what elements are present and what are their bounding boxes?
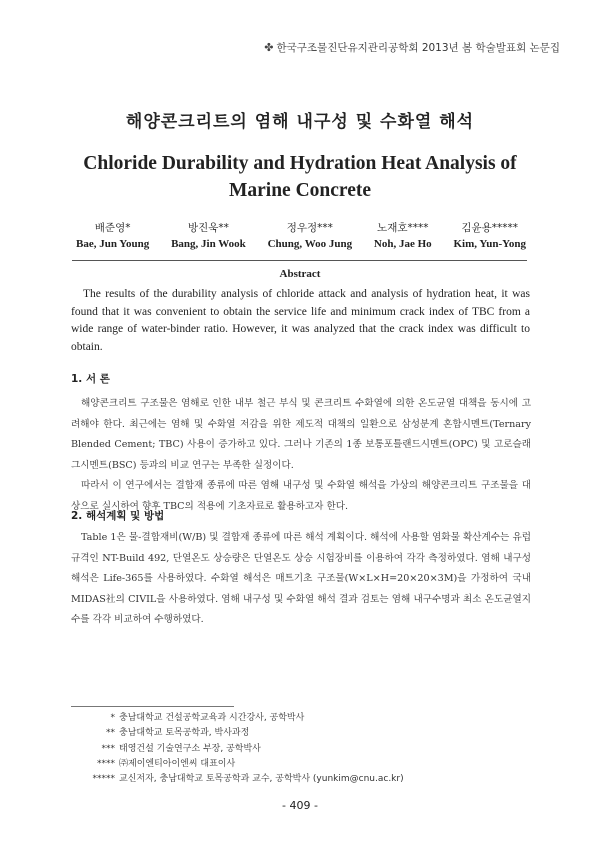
english-title-line-1: Chloride Durability and Hydration Heat Analysis of [83,153,517,174]
author [268,221,352,253]
author-english-name: Bae, Jun Young [76,238,150,250]
footnote [71,742,531,757]
paragraph: 따라서 이 연구에서는 결합재 종류에 따른 염해 내구성 및 수화열 해석을 가상의 해양콘크리트 구조물을 대상으로 실시하여 향후 TBC의 적용에 기초자료로 활용하고자 한다. [71,480,531,512]
footnote-mark: ** [106,728,115,739]
abstract-body: The results of the durability analysis of chloride attack and analysis of hydration heat, it was found that it was convenient to obtain the service life and minimum crack index of TBC from a wide range of water-binder ratio. However, it was analyzed that the crack index was difficult to obtain. [71,288,530,353]
author-korean-name: 방진욱** [187,222,229,234]
author-english-name: Chung, Woo Jung [267,238,353,250]
footnote-mark: **** [97,758,115,769]
section-1-body [71,394,531,518]
footnote [71,772,531,787]
footnote [71,726,531,741]
english-title [0,150,600,204]
author-korean-name: 노재호**** [377,222,429,234]
footnote-text: 태영건설 기술연구소 부장, 공학박사 [119,743,261,754]
footnote-text: ㈜제이엔티아이엔씨 대표이사 [119,758,236,769]
footnote-text: 교신저자, 충남대학교 토목공학과 교수, 공학박사 (yunkim@cnu.ac.kr) [119,774,404,785]
paragraph: Table 1은 물-결합재비(W/B) 및 결합재 종류에 따른 해석 계획이다. 해석에 사용할 염화물 확산계수는 유럽 규격인 NT-Build 492, 단열온도 상승량은 단열온도 상승 시험장비를 이용하여 각각 측정하였다. 염해 내구성 해석은 Life-365를 사용하였다. 수화열 해석은 매트기초 구조물(W×L×H=20×20×3M)을 가정하여 국내 MIDAS社의 CIVIL을 사용하였다. 염해 내구성 및 수화열 해석 결과 검토는 염해 내구수명과 최소 온도균열지수를 각각 비교하여 수행하였다. [71,532,531,626]
section-1-heading: 1. 서 론 [71,373,110,385]
section-2-body [71,528,531,631]
author-english-name: Noh, Jae Ho [373,238,432,250]
footnotes [71,711,531,787]
footnote-mark: * [110,713,115,723]
footnote-mark: *** [101,743,115,754]
english-title-line-2: Marine Concrete [228,180,372,201]
author-english-name: Kim, Yun-Yong [453,238,526,250]
author [76,221,149,253]
author-english-name: Bang, Jin Wook [171,238,246,250]
footnote [71,757,531,772]
footnote-text: 충남대학교 토목공학과, 박사과정 [119,728,250,739]
footnote-mark: ***** [92,774,115,785]
author-korean-name: 김윤용***** [461,222,519,234]
header-text: 한국구조물진단유지관리공학회 2013년 봄 학술발표회 논문집 [276,42,560,54]
author-korean-name: 배준영* [94,222,131,234]
author-list [76,221,526,253]
author [171,221,246,253]
paragraph: 해양콘크리트 구조물은 염해로 인한 내부 철근 부식 및 콘크리트 수화열에 의한 온도균열 대책을 동시에 고려해야 한다. 최근에는 염해 및 수화열 저감을 위한 제도적 대책의 일환으로 삼성분계 혼합시멘트(Ternary Blended Cement; TBC) 사용이 증가하고 있다. 그러나 기존의 1종 보통포틀랜드시멘트(OPC) 및 고로슬래그시멘트(BSC) 등과의 비교 연구는 부족한 실정이다. [71,398,531,471]
running-header [264,40,560,55]
author [374,221,432,253]
author [453,221,526,253]
author-korean-name: 정우정*** [286,222,333,234]
footnote [71,711,531,726]
pinwheel-icon: ✤ [264,41,274,54]
page-number: - 409 - [282,799,318,812]
abstract-heading: Abstract [279,268,321,280]
korean-title: 해양콘크리트의 염해 내구성 및 수화열 해석 [125,112,475,132]
section-2-heading: 2. 해석계획 및 방법 [71,510,165,522]
divider [72,260,527,261]
footnote-text: 충남대학교 건설공학교육과 시간강사, 공학박사 [119,713,305,723]
footnote-divider [71,706,234,707]
